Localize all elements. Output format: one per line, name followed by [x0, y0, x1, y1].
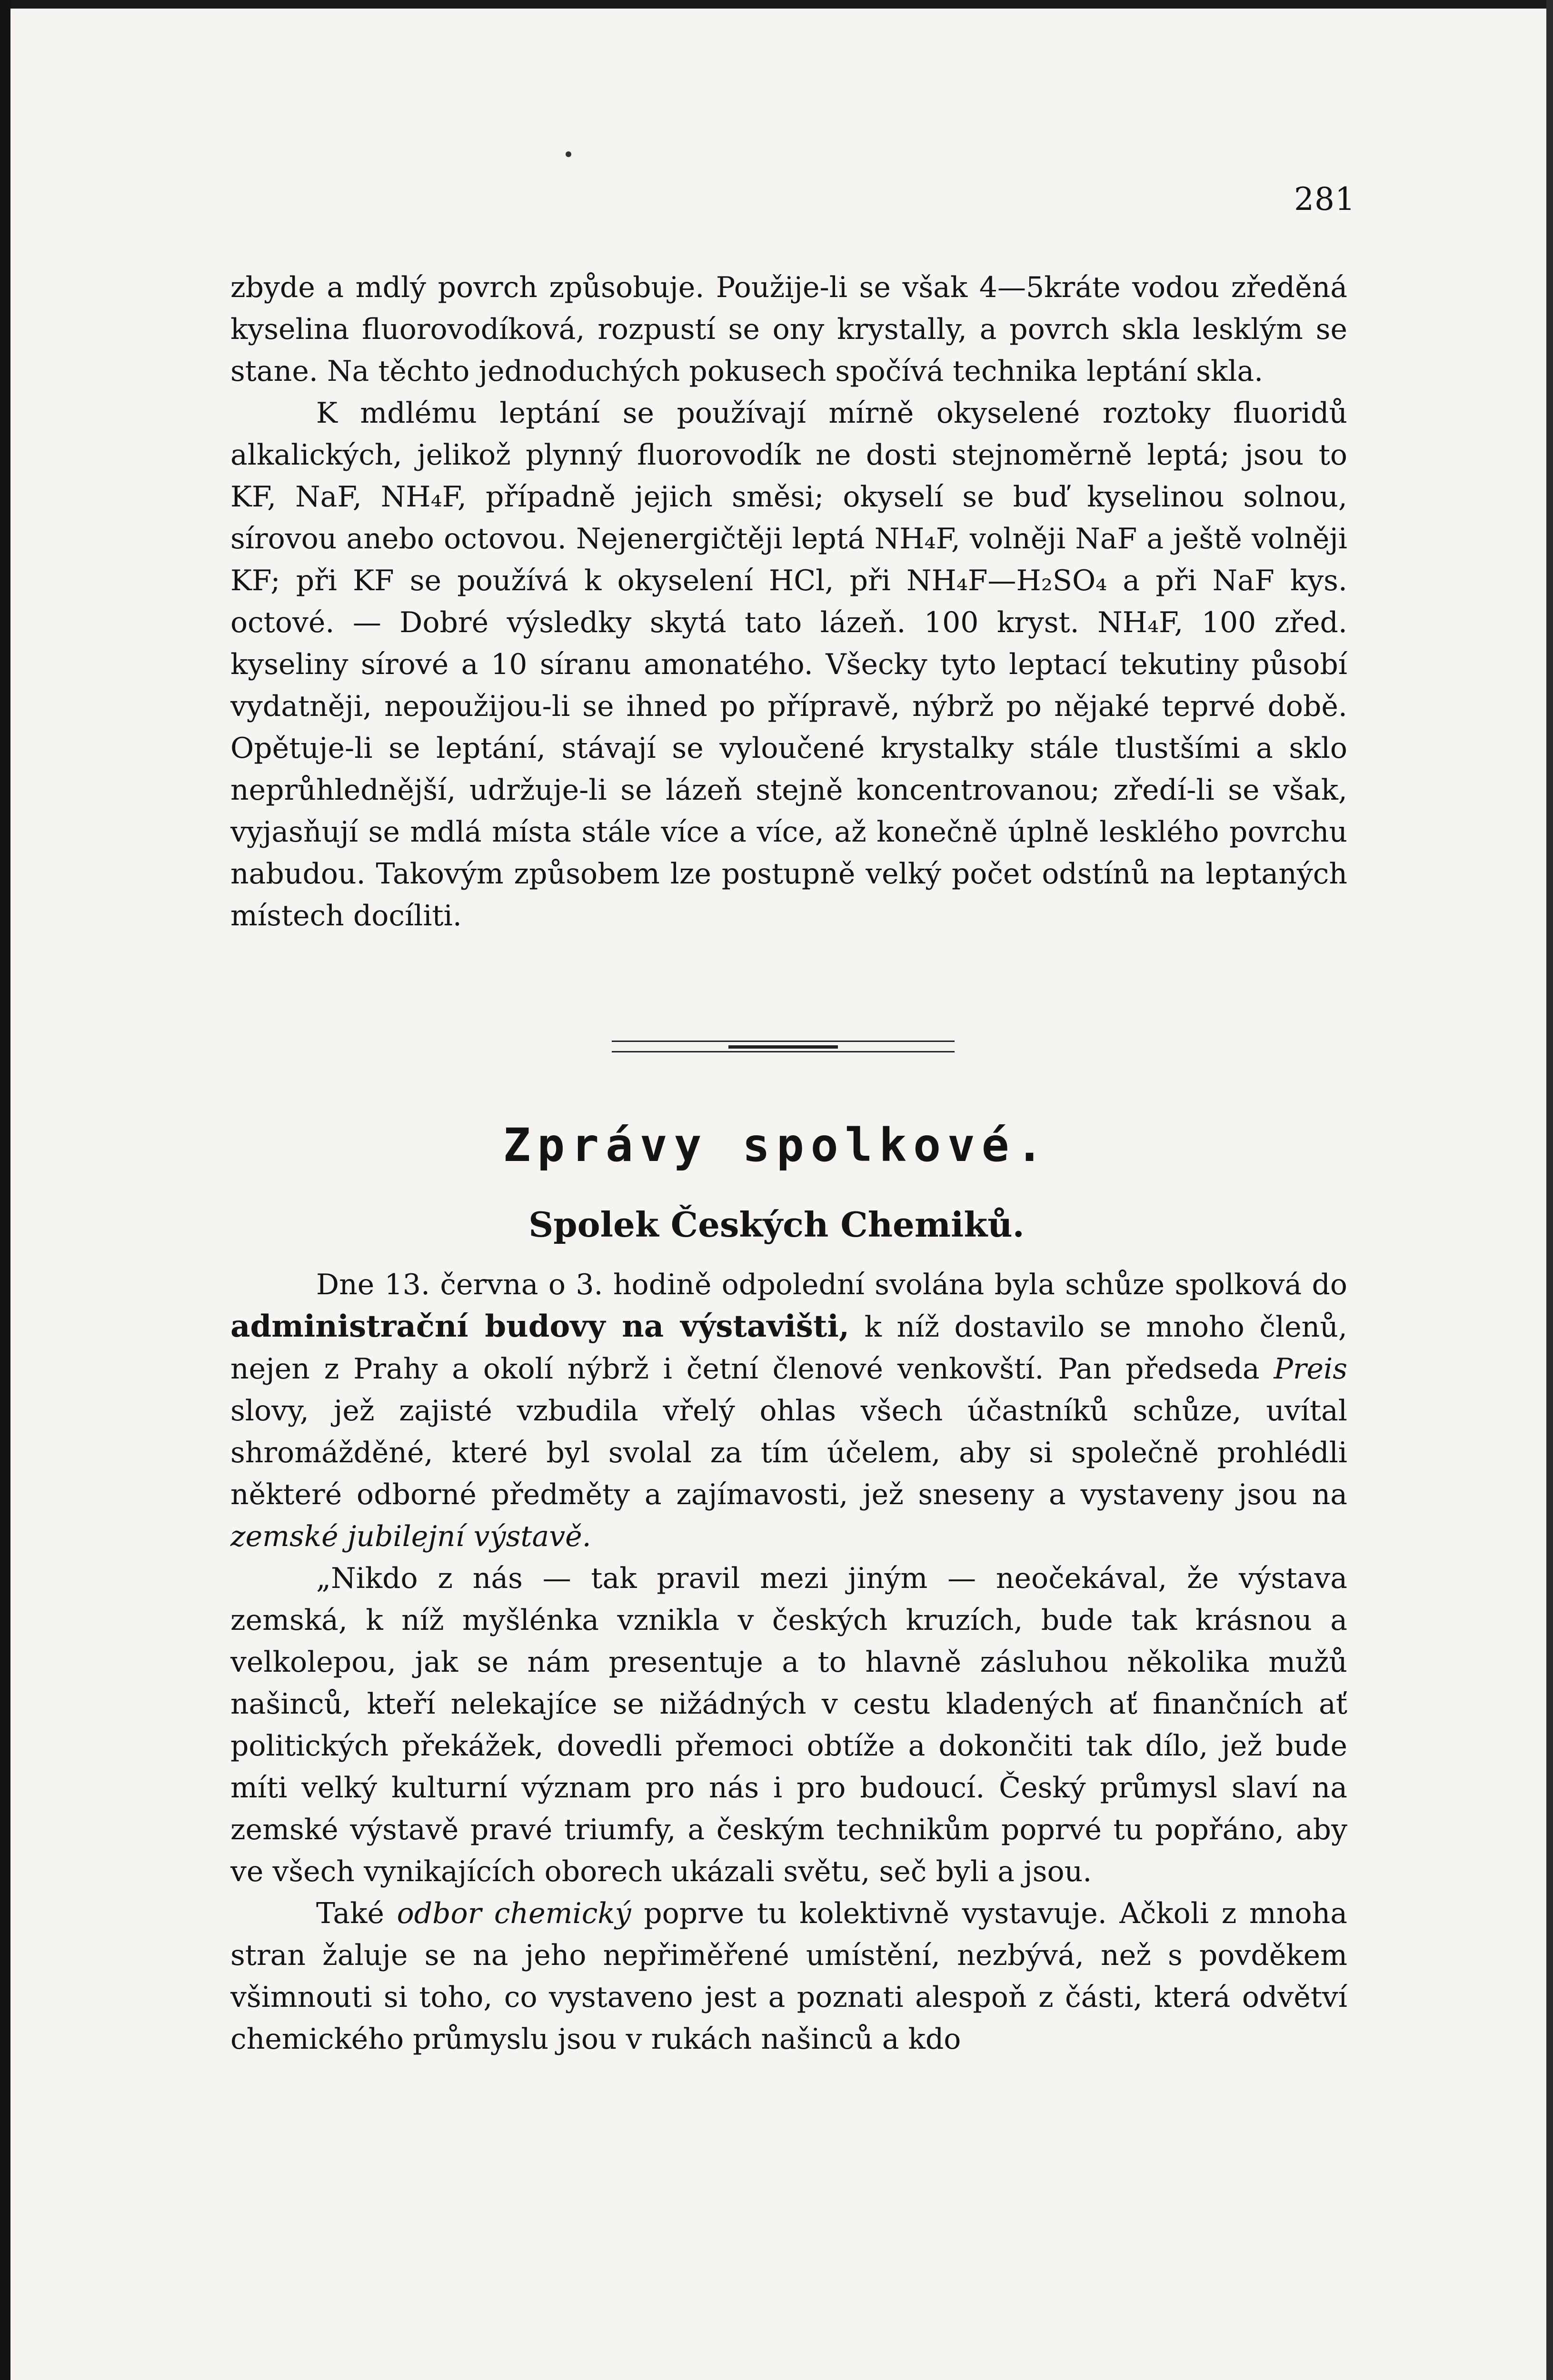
scan-speck — [566, 151, 571, 157]
paragraph-matte-etching: K mdlému leptání se používají mírně okyselené roztoky fluoridů alkalických, jelikož plynný fluorovodík ne dosti stejnoměrně leptá; jsou to KF, NaF, NH₄F, případně jejich směsi; okyselí se buď kyselinou solnou, sírovou anebo octovou. Nejenergičtěji leptá NH₄F, volněji NaF a ještě volněji KF; při KF se používá k okyselení HCl, při NH₄F—H₂SO₄ a při NaF kys. octové. — Dobré výsledky skytá tato lázeň. 100 kryst. NH₄F, 100 zřed. kyseliny sírové a 10 síranu amonatého. Všecky tyto leptací tekutiny působí vydatněji, nepoužijou-li se ihned po přípravě, nýbrž po nějaké teprvé době. Opětuje-li se leptání, stávají se vyloučené krystalky stále tlustšími a sklo neprůhlednější, udržuje-li se lázeň stejně koncentrovanou; zředí-li se však, vyjasňují se mdlá místa stále více a více, až konečně úplně lesklého povrchu nabudou. Takovým způsobem lze postupně velký počet odstínů na leptaných místech docíliti. — [230, 397, 1347, 932]
chemical-section-name: odbor chemický — [397, 1897, 631, 1930]
chairman-name: Preis — [1274, 1352, 1347, 1386]
paragraph-chemical-section — [230, 1893, 1347, 2060]
chemical-text-a: Také — [316, 1897, 397, 1930]
meeting-text-a: Dne 13. června o 3. hodině odpolední svolána byla schůze spolková do — [316, 1268, 1347, 1301]
scan-top-edge — [0, 0, 1553, 9]
divider-line-center — [728, 1045, 838, 1049]
top-text-block — [230, 267, 1347, 937]
scan-right-edge — [1546, 0, 1553, 2380]
divider-line-bottom — [612, 1051, 955, 1052]
divider-line-top — [612, 1041, 955, 1042]
report-text-block — [230, 1264, 1347, 2060]
paragraph-meeting — [230, 1264, 1347, 1557]
society-heading: Spolek Českých Chemiků. — [528, 1204, 1025, 1245]
chemical-text-b: poprve tu kolektivně vystavuje. Ačkoli z mnoha stran žaluje se na jeho nepřiměřené umístění, nezbývá, než s povděkem všimnouti si toho, co vystaveno jest a poznati alespoň z části, která odvětví chemického průmyslu jsou v rukách našinců a kdo — [230, 1897, 1347, 2056]
section-heading: Zprávy spolkové. — [503, 1119, 1050, 1172]
exhibition-name: zemské jubilejní výstavě. — [230, 1520, 591, 1553]
page-number: 281 — [1294, 181, 1355, 218]
meeting-text-b: k níž dostavilo se mnoho členů, nejen z Prahy a okolí nýbrž i četní členové venkovští. Pan předseda — [230, 1310, 1347, 1386]
paragraph-speech: „Nikdo z nás — tak pravil mezi jiným — neočekával, že výstava zemská, k níž myšlénka vznikla v českých kruzích, bude tak krásnou a velkolepou, jak se nám presentuje a to hlavně zásluhou několika mužů našinců, kteří nelekajíce se nižádných v cestu kladených ať finančních ať politických překážek, dovedli přemoci obtíže a dokončiti tak dílo, jež bude míti velký kulturní význam pro nás i pro budoucí. Český průmysl slaví na zemské výstavě pravé triumfy, a českým technikům poprvé tu popřáno, aby ve všech vynikajících oborech ukázali světu, seč byli a jsou. — [230, 1562, 1347, 1888]
section-divider — [612, 1036, 955, 1055]
paragraph-etching-continuation: zbyde a mdlý povrch způsobuje. Použije-li se však 4—5kráte vodou zředěná kyselina fluorovodíková, rozpustí se ony krystally, a povrch skla lesklým se stane. Na těchto jednoduchých pokusech spočívá technika leptání skla. — [230, 271, 1347, 388]
scan-left-edge — [0, 0, 10, 2380]
meeting-location: administrační budovy na výstavišti, — [230, 1309, 850, 1344]
meeting-text-c: slovy, jež zajisté vzbudila vřelý ohlas všech účastníků schůze, uvítal shromážděné, které byl svolal za tím účelem, aby si společně prohlédli některé odborné předměty a zajímavosti, jež sneseny a vystaveny jsou na — [230, 1394, 1347, 1511]
